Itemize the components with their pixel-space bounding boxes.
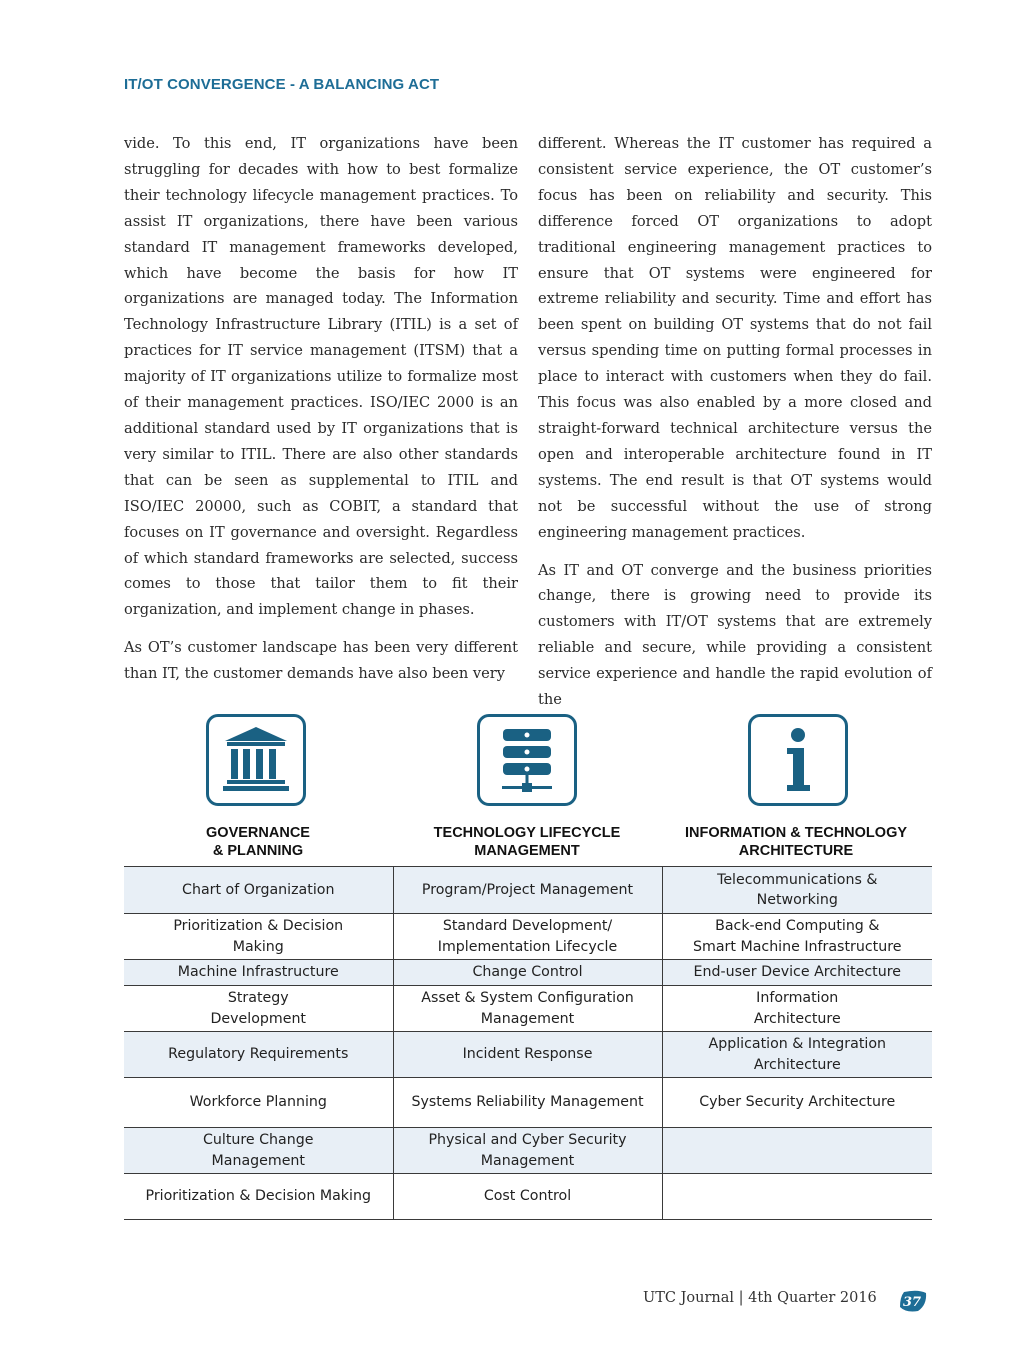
table-cell: Chart of Organization <box>124 867 393 914</box>
column-heading-technology-lifecycle: TECHNOLOGY LIFECYCLE MANAGEMENT <box>433 825 621 859</box>
table-cell: Program/Project Management <box>393 867 662 914</box>
table-cell: Workforce Planning <box>124 1078 393 1128</box>
page-number: 37 <box>902 1295 922 1310</box>
table-row <box>124 1032 932 1078</box>
table-row <box>124 1174 932 1220</box>
paragraph: vide. To this end, IT organizations have been struggling for decades with how to best formalize their technology lifecycle management practices. To assist IT organizations, there have been various standard IT management frameworks developed, which have become the basis for how IT organizations are managed today. The Information Technology Infrastructure Library (ITIL) is a set of practices for IT service management (ITSM) that a majority of IT organizations utilize to formalize most of their management practices. ISO/IEC 2000 is an additional standard used by IT organizations that is very similar to ITIL. There are also other standards that can be seen as supplemental to ITIL and ISO/IEC 20000, such as COBIT, a standard that focuses on IT governance and oversight. Regardless of which standard frameworks are selected, success comes to those that tailor them to fit their organization, and implement change in phases. <box>124 135 518 619</box>
table-row <box>124 1128 932 1174</box>
table-cell: Culture Change Management <box>124 1128 393 1174</box>
table-cell: Telecommunications & Networking <box>662 867 932 914</box>
information-icon <box>748 714 848 806</box>
table-cell: Systems Reliability Management <box>393 1078 662 1128</box>
paragraph: different. Whereas the IT customer has required a consistent service experience, the OT customer’s focus has been on reliability and security. This difference forced OT organizations to adopt traditional engineering management practices to ensure that OT systems were engineered for extreme reliability and security. Time and effort has been spent on building OT systems that do not fail versus spending time on putting formal processes in place to interact with customers when they do fail. This focus was also enabled by a more closed and straight-forward technical architecture versus the open and interoperable architecture found in IT systems. The end result is that OT systems would not be successful without the use of strong engineering management practices. <box>538 135 932 541</box>
table-cell: Change Control <box>393 960 662 986</box>
table-row <box>124 914 932 960</box>
table-cell <box>662 1128 932 1174</box>
body-column-right <box>538 131 932 725</box>
server-stack-icon <box>477 714 577 806</box>
table-row <box>124 1078 932 1128</box>
table-cell: Physical and Cyber Security Management <box>393 1128 662 1174</box>
table-cell: Regulatory Requirements <box>124 1032 393 1078</box>
table-cell: Cyber Security Architecture <box>662 1078 932 1128</box>
table-cell: Prioritization & Decision Making <box>124 1174 393 1220</box>
table-cell: Prioritization & Decision Making <box>124 914 393 960</box>
table-row <box>124 867 932 914</box>
table-row <box>124 960 932 986</box>
paragraph: As IT and OT converge and the business priorities change, there is growing need to provide its customers with IT/OT systems that are extremely reliable and secure, while providing a consistent service experience and handle the rapid evolution of the <box>538 561 932 709</box>
table-cell: Incident Response <box>393 1032 662 1078</box>
table-cell: End-user Device Architecture <box>662 960 932 986</box>
table-cell: Application & Integration Architecture <box>662 1032 932 1078</box>
running-header: IT/OT CONVERGENCE - A BALANCING ACT <box>124 76 440 93</box>
building-columns-icon <box>206 714 306 806</box>
table-cell: Back-end Computing & Smart Machine Infrastructure <box>662 914 932 960</box>
table-cell: Standard Development/ Implementation Lifecycle <box>393 914 662 960</box>
column-heading-governance: GOVERNANCE & PLANNING <box>206 825 310 859</box>
table-cell: Asset & System Configuration Management <box>393 986 662 1032</box>
body-column-left <box>124 131 518 699</box>
table-cell: Information Architecture <box>662 986 932 1032</box>
table-cell: Strategy Development <box>124 986 393 1032</box>
framework-table <box>124 866 932 1220</box>
page-number-badge <box>898 1289 928 1313</box>
table-cell: Cost Control <box>393 1174 662 1220</box>
table-cell <box>662 1174 932 1220</box>
column-heading-information-technology: INFORMATION & TECHNOLOGY ARCHITECTURE <box>684 825 908 859</box>
table-cell: Machine Infrastructure <box>124 960 393 986</box>
footer-journal-info: UTC Journal | 4th Quarter 2016 <box>643 1290 877 1306</box>
table-row <box>124 986 932 1032</box>
paragraph: As OT’s customer landscape has been very different than IT, the customer demands have also been very <box>124 639 518 683</box>
